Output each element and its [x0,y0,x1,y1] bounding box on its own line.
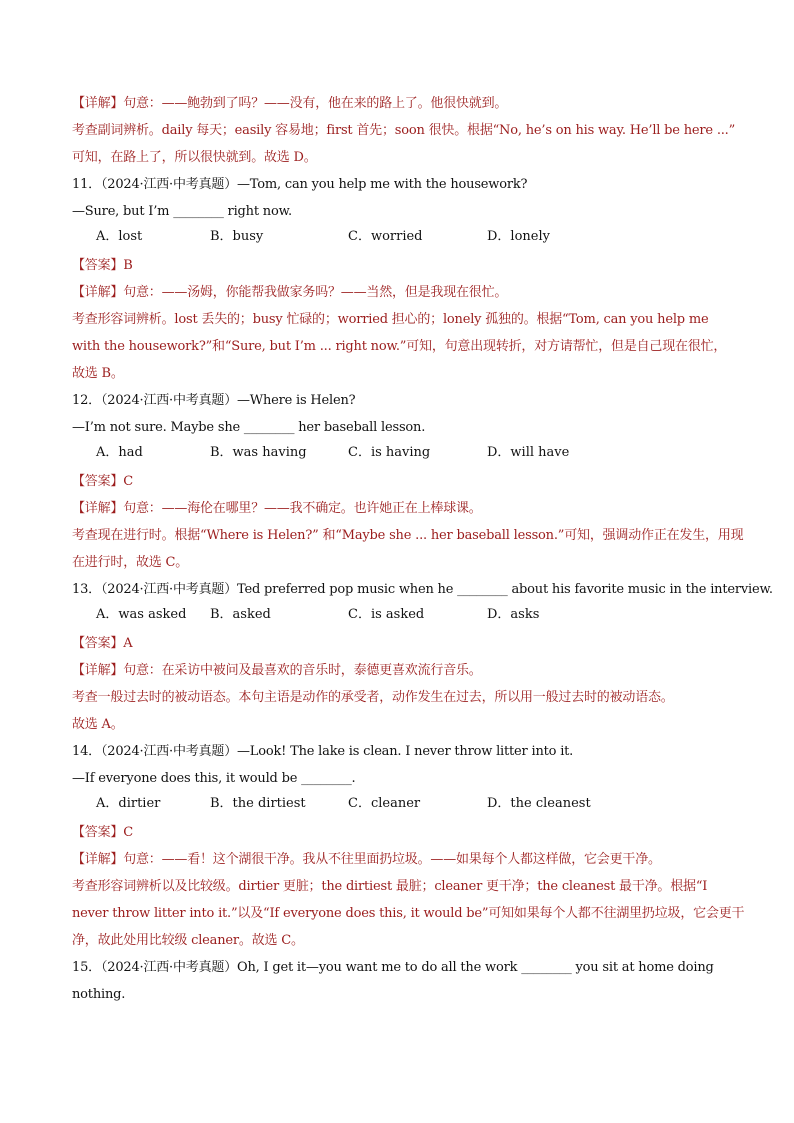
answer-line [72,825,133,841]
detail-line-first [72,663,482,679]
detail-tag: 【详解】 [72,663,124,678]
option-a: A．was asked [96,607,187,622]
answer-value: A [123,636,133,651]
detail-text: 故选 A。 [72,717,124,732]
question-stem: 14．（2024·江西·中考真题）—Look! The lake is clean. I never throw litter into it. [72,744,574,759]
detail-tag: 【详解】 [72,852,124,867]
detail-line [72,528,743,544]
detail-line [72,555,188,571]
option-a: A．dirtier [96,796,161,811]
detail-line [72,906,744,922]
detail-tag: 【详解】 [72,501,124,516]
option-b: B．was having [210,445,307,460]
detail-text: 考查一般过去时的被动语态。本句主语是动作的承受者，动作发生在过去，所以用一般过去时的被动语态。 [72,690,674,705]
detail-line [72,312,708,328]
detail-text: 考查形容词辨析以及比较级。dirtier 更脏；the dirtiest 最脏；cleaner 更干净；the cleanest 最干净。根据“I [72,879,708,894]
answer-tag: 【答案】 [72,825,124,840]
question-stem: 13．（2024·江西·中考真题）Ted preferred pop music when he ________ about his favorite music in the interview. [72,582,773,597]
answer-line [72,258,133,274]
detail-line [72,339,726,355]
answer-value: C [123,474,133,489]
answer-tag: 【答案】 [72,258,124,273]
option-c: C．is having [348,445,431,460]
answer-tag: 【答案】 [72,636,124,651]
detail-text: 考查副词辨析。daily 每天；easily 容易地；first 首先；soon 很快。根据“No, he’s on his way. He’ll be here ...” [72,123,736,138]
detail-line [72,150,317,166]
detail-text: 考查形容词辨析。lost 丢失的；busy 忙碌的；worried 担心的；lonely 孤独的。根据“Tom, can you help me [72,312,709,327]
answer-value: C [123,825,133,840]
detail-line [72,123,735,139]
option-d: D．the cleanest [487,796,591,811]
detail-text: 句意：——鲍勃到了吗？——没有，他在来的路上了。他很快就到。 [123,96,508,111]
option-c: C．is asked [348,607,425,622]
answer-tag: 【答案】 [72,474,124,489]
detail-line-first [72,852,661,868]
detail-line-first [72,96,507,112]
question-stem: 11．（2024·江西·中考真题）—Tom, can you help me with the housework? [72,177,528,192]
detail-text: 在进行时，故选 C。 [72,555,189,570]
option-a: A．had [96,445,143,460]
detail-line [72,933,304,949]
option-a: A．lost [96,229,143,244]
option-b: B．the dirtiest [210,796,306,811]
question-stem: 12．（2024·江西·中考真题）—Where is Helen? [72,393,356,408]
option-b: B．asked [210,607,271,622]
answer-line [72,474,133,490]
detail-line-first [72,501,482,517]
option-b: B．busy [210,229,264,244]
detail-line-first [72,285,507,301]
detail-line [72,879,707,895]
detail-line [72,690,674,706]
question-line: —Sure, but I’m ________ right now. [72,204,292,219]
detail-text: 故选 B。 [72,366,124,381]
detail-line [72,717,124,733]
detail-text: 句意：在采访中被问及最喜欢的音乐时，泰德更喜欢流行音乐。 [123,663,482,678]
detail-text: 可知，在路上了，所以很快就到。故选 D。 [72,150,317,165]
detail-tag: 【详解】 [72,96,124,111]
option-c: C．cleaner [348,796,421,811]
detail-tag: 【详解】 [72,285,124,300]
question-line: nothing. [72,987,126,1002]
question-line: —I’m not sure. Maybe she ________ her baseball lesson. [72,420,426,435]
option-d: D．lonely [487,229,550,244]
option-d: D．asks [487,607,540,622]
detail-text: 净，故此处用比较级 cleaner。故选 C。 [72,933,304,948]
detail-text: 句意：——海伦在哪里？——我不确定。也许她正在上棒球课。 [123,501,482,516]
question-stem: 15．（2024·江西·中考真题）Oh, I get it—you want me to do all the work ________ you sit at home doing [72,960,714,975]
detail-text: 考查现在进行时。根据“Where is Helen?” 和“Maybe she ... her baseball lesson.”可知，强调动作正在发生，用现 [72,528,744,543]
answer-line [72,636,132,652]
detail-line [72,366,124,382]
detail-text: 句意：——看！这个湖很干净。我从不往里面扔垃圾。——如果每个人都这样做，它会更干净。 [123,852,661,867]
answer-value: B [123,258,133,273]
option-c: C．worried [348,229,423,244]
question-line: —If everyone does this, it would be ________. [72,771,356,786]
detail-text: 句意：——汤姆，你能帮我做家务吗？——当然，但是我现在很忙。 [123,285,508,300]
option-d: D．will have [487,445,570,460]
detail-text: with the housework?”和“Sure, but I’m ... right now.”可知，句意出现转折，对方请帮忙，但是自己现在很忙， [72,339,727,354]
detail-text: never throw litter into it.”以及“If everyone does this, it would be”可知如果每个人都不往湖里扔垃圾，它会更干 [72,906,745,921]
